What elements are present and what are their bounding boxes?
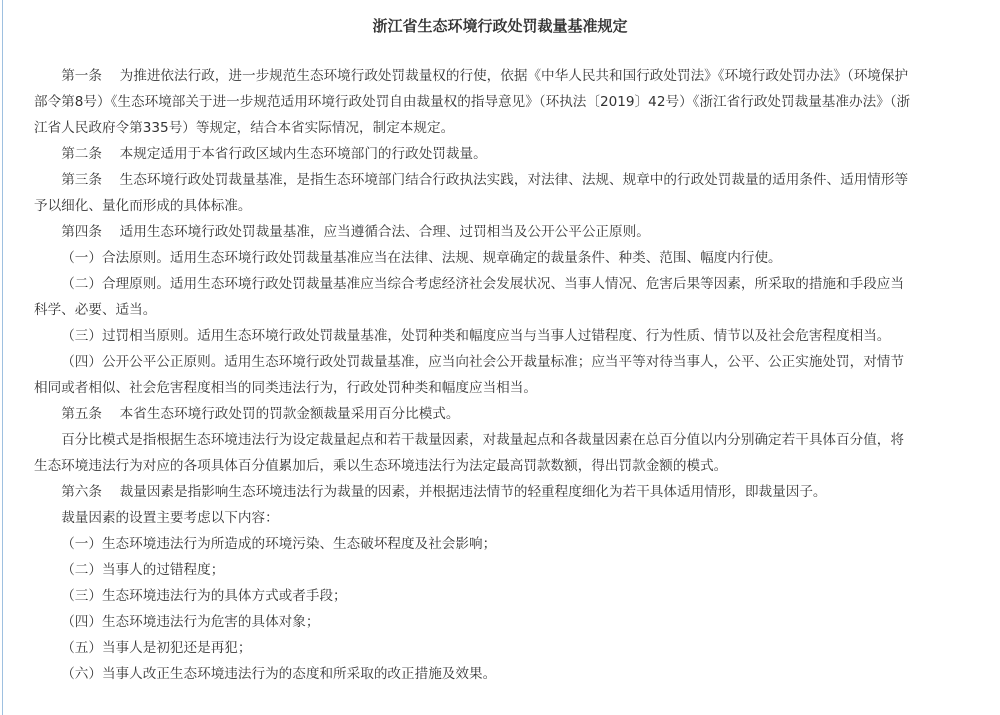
paragraph-text: 本省生态环境行政处罚的罚款金额裁量采用百分比模式。 [119, 406, 460, 422]
article-3-paragraph [34, 167, 914, 219]
article-2-paragraph [34, 141, 914, 167]
paragraph-text: （六）当事人改正生态环境违法行为的态度和所采取的改正措施及效果。 [61, 666, 497, 682]
article-6-item-3 [34, 583, 914, 609]
article-number: 第三条 [61, 172, 102, 188]
article-4-item-3 [34, 323, 914, 349]
article-1-paragraph [34, 63, 914, 141]
article-6-item-5 [34, 635, 914, 661]
page-title: 浙江省生态环境行政处罚裁量基准规定 [372, 17, 628, 35]
article-number: 第六条 [61, 484, 102, 500]
article-number: 第二条 [61, 146, 102, 162]
paragraph-text: （一）合法原则。适用生态环境行政处罚裁量基准应当在法律、法规、规章确定的裁量条件、种类、范围、幅度内行使。 [61, 250, 782, 266]
paragraph-text: （四）公开公平公正原则。适用生态环境行政处罚裁量基准，应当向社会公开裁量标准；应当平等对待当事人，公平、公正实施处罚，对情节相同或者相似、社会危害程度相当的同类违法行为，行政处罚种类和幅度应当相当。 [34, 354, 904, 396]
article-4-item-1 [34, 245, 914, 271]
paragraph-text: 生态环境行政处罚裁量基准，是指生态环境部门结合行政执法实践，对法律、法规、规章中的行政处罚裁量的适用条件、适用情形等予以细化、量化而形成的具体标准。 [34, 172, 909, 214]
paragraph-text: 为推进依法行政，进一步规范生态环境行政处罚裁量权的行使，依据《中华人民共和国行政处罚法》《环境行政处罚办法》（环境保护部令第8号）《生态环境部关于进一步规范适用环境行政处罚自由裁量权的指导意见》（环执法〔2019〕42号）《浙江省行政处罚裁量基准办法》（浙江省人民政府令第335号）等规定，结合本省实际情况，制定本规定。 [34, 68, 911, 136]
paragraph-text: 百分比模式是指根据生态环境违法行为设定裁量起点和若干裁量因素，对裁量起点和各裁量因素在总百分值以内分别确定若干具体百分值，将生态环境违法行为对应的各项具体百分值累加后，乘以生态环境违法行为法定最高罚款数额，得出罚款金额的模式。 [34, 432, 904, 474]
document-body [34, 63, 914, 687]
paragraph-text: （二）合理原则。适用生态环境行政处罚裁量基准应当综合考虑经济社会发展状况、当事人情况、危害后果等因素，所采取的措施和手段应当科学、必要、适当。 [34, 276, 904, 318]
paragraph-text: 本规定适用于本省行政区域内生态环境部门的行政处罚裁量。 [119, 146, 487, 162]
article-6-item-2 [34, 557, 914, 583]
paragraph-text: 适用生态环境行政处罚裁量基准，应当遵循合法、合理、过罚相当及公开公平公正原则。 [119, 224, 650, 240]
article-4-item-4 [34, 349, 914, 401]
article-6-intro [34, 505, 914, 531]
article-6-paragraph [34, 479, 914, 505]
paragraph-text: 裁量因素是指影响生态环境违法行为裁量的因素，并根据违法情节的轻重程度细化为若干具体适用情形，即裁量因子。 [119, 484, 827, 500]
paragraph-text: （三）生态环境违法行为的具体方式或者手段； [61, 588, 347, 604]
paragraph-text: （二）当事人的过错程度； [61, 562, 225, 578]
article-5-detail [34, 427, 914, 479]
article-6-item-6 [34, 661, 914, 687]
left-border [2, 0, 3, 715]
article-6-item-1 [34, 531, 914, 557]
paragraph-text: （一）生态环境违法行为所造成的环境污染、生态破坏程度及社会影响； [61, 536, 497, 552]
article-4-item-2 [34, 271, 914, 323]
paragraph-text: （五）当事人是初犯还是再犯； [61, 640, 252, 656]
paragraph-text: （四）生态环境违法行为危害的具体对象； [61, 614, 320, 630]
paragraph-text: 裁量因素的设置主要考虑以下内容： [61, 510, 279, 526]
article-number: 第一条 [61, 68, 102, 84]
article-6-item-4 [34, 609, 914, 635]
paragraph-text: （三）过罚相当原则。适用生态环境行政处罚裁量基准，处罚种类和幅度应当与当事人过错程度、行为性质、情节以及社会危害程度相当。 [61, 328, 891, 344]
article-5-paragraph [34, 401, 914, 427]
article-number: 第四条 [61, 224, 102, 240]
article-4-paragraph [34, 219, 914, 245]
article-number: 第五条 [61, 406, 102, 422]
